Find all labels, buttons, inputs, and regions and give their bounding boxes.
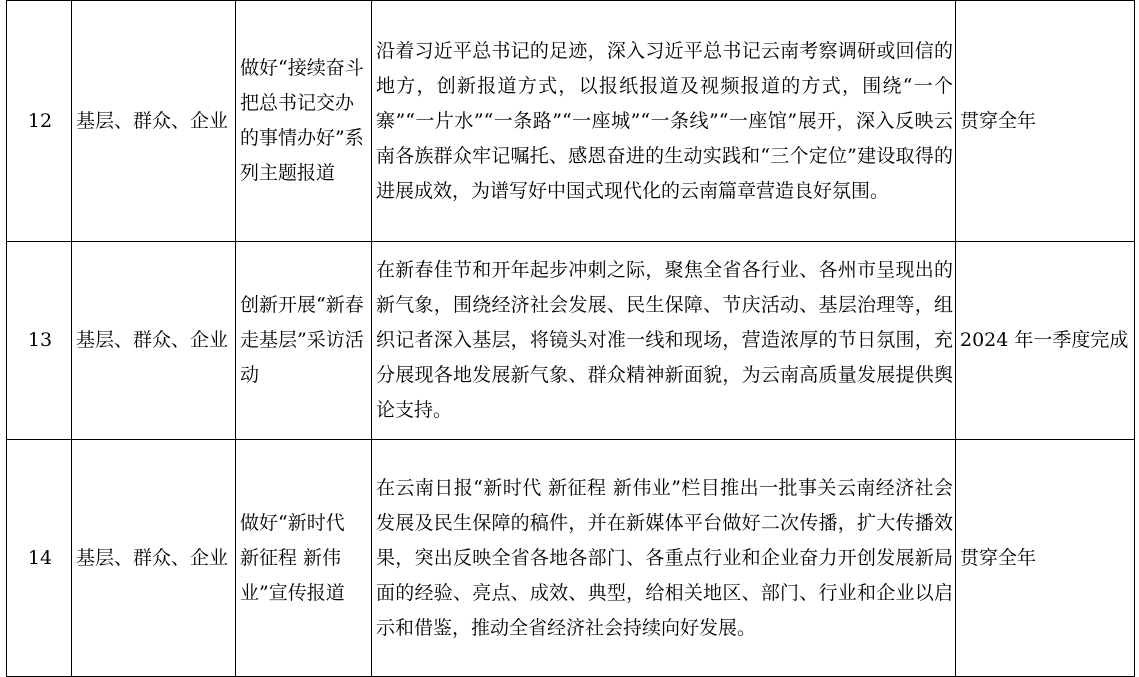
task-content-cell: 在新春佳节和开年起步冲刺之际，聚焦全省各行业、各州市呈现出的新气象，围绕经济社会发展、民生保障、节庆活动、基层治理等，组织记者深入基层，将镜头对准一线和现场，营造浓厚的节日氛围，充分展现各地发展新气象、群众精神新面貌，为云南高质量发展提供舆论支持。	[372, 242, 956, 440]
task-title-cell: 做好“新时代 新征程 新伟业”宣传报道	[236, 440, 372, 677]
task-title-cell: 创新开展“新春走基层”采访活动	[236, 242, 372, 440]
row-number: 14	[7, 440, 72, 677]
row-number: 13	[7, 242, 72, 440]
task-content-cell: 沿着习近平总书记的足迹，深入习近平总书记云南考察调研或回信的地方，创新报道方式，以报纸报道及视频报道的方式，围绕“一个寨”“一片水”“一条路”“一座城”“一条线”“一座馆”展开，深入反映云南各族群众牢记嘱托、感恩奋进的生动实践和“三个定位”建设取得的进展成效，为谱写好中国式现代化的云南篇章营造良好氛围。	[372, 1, 956, 242]
row-number: 12	[7, 1, 72, 242]
schedule-cell: 2024 年一季度完成	[956, 242, 1135, 440]
plan-table	[6, 0, 1135, 677]
table-row	[7, 242, 1135, 440]
table-row	[7, 1, 1135, 242]
task-content-cell: 在云南日报“新时代 新征程 新伟业”栏目推出一批事关云南经济社会发展及民生保障的稿件，并在新媒体平台做好二次传播，扩大传播效果，突出反映全省各地各部门、各重点行业和企业奋力开创发展新局面的经验、亮点、成效、典型，给相关地区、部门、行业和企业以启示和借鉴，推动全省经济社会持续向好发展。	[372, 440, 956, 677]
target-audience-cell: 基层、群众、企业	[72, 440, 236, 677]
schedule-cell: 贯穿全年	[956, 440, 1135, 677]
schedule-cell: 贯穿全年	[956, 1, 1135, 242]
task-title-cell: 做好“接续奋斗 把总书记交办的事情办好”系列主题报道	[236, 1, 372, 242]
target-audience-cell: 基层、群众、企业	[72, 1, 236, 242]
target-audience-cell: 基层、群众、企业	[72, 242, 236, 440]
table-row	[7, 440, 1135, 677]
